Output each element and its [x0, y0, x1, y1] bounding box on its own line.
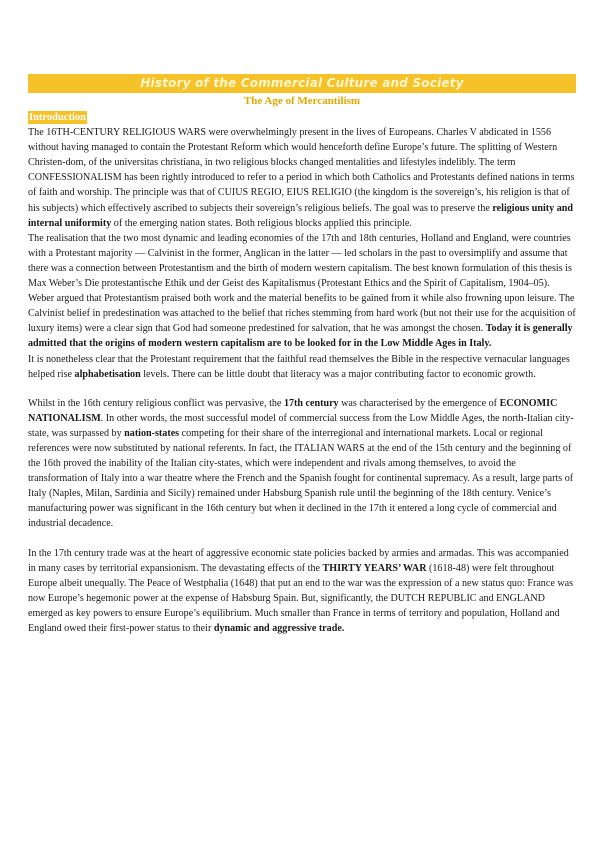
paragraph-5: Whilst in the 16th century religious conflict was pervasive, the 17th century was characterised by the emergence of ECONOMIC NATIONALISM. In other words, the most successful model of commercial success from the Low Middle Ages, the north-Italian city-state, was surpassed by nation-states competing for their share of the interregional and international markets. Local or regional references were now substituted by national referents. In fact, the ITALIAN WARS at the end of the 15th century and the beginning of the 16th proved the inability of the Italian city-states, which were independent and rivals among themselves, to avoid the transformation of Italy into a war theatre where the French and the Spanish fought for continental supremacy. As a result, large parts of Italy (Naples, Milan, Sardinia and Sicily) remained under Habsburg Spanish rule until the beginning of the 18th century. Venice’s manufacturing power was significant in the 16th century but when it declined in the 17th it entered a long cycle of commercial and industrial decadence. [28, 397, 574, 530]
section-label: Introduction [29, 112, 86, 123]
document-subtitle: The Age of Mercantilism [243, 95, 361, 107]
paragraph-2: The realisation that the two most dynamic and leading economies of the 17th and 18th centuries, Holland and England, were countries with a Protestant majority — Calvinist in the former, Anglican in the latter — led scholars in the past to oversimplify and assume that there was a connection between Protestantism and the birth of modern western capitalism. The best known formulation of this thesis is Max Weber’s Die protestantische Ethik und der Geist des Kapitalismus (Protestant Ethics and the Spirit of Capitalism, 1904–05). [28, 232, 572, 290]
paragraph-1: The 16TH-CENTURY RELIGIOUS WARS were overwhelmingly present in the lives of Europeans. Charles V abdicated in 1556 without having managed to contain the Protestant Reform which would henceforth define Europe’s future. The splitting of Western Christen-dom, of the universitas christiana, in two religious blocks changed mentalities and lifestyles indelibly. The term CONFESSIONALISM has been rightly introduced to refer to a period in which both Catholics and Protestants defined nations in terms of faith and worship. The principle was that of CUIUS REGIO, EIUS RELIGIO (the kingdom is the sovereign’s, his religion is that of his subjects) which effectively ascribed to subjects their sovereign’s religious beliefs. The goal was to preserve the religious unity and internal uniformity of the emerging nation states. Both religious blocks applied this principle. [28, 127, 575, 229]
paragraph-4: It is nonetheless clear that the Protestant requirement that the faithful read themselves the Bible in the respective vernacular languages helped rise alphabetisation levels. There can be little doubt that literacy was a major contributing factor to economic growth. [28, 353, 570, 380]
paragraph-6: In the 17th century trade was at the heart of aggressive economic state policies backed by armies and armadas. This was accompanied in many cases by territorial expansionism. The devastating effects of the THIRTY YEARS’ WAR (1618-48) were felt throughout Europe albeit unequally. The Peace of Westphalia (1648) that put an end to the war was the expression of a new status quo: France was now Europe’s hegemonic power at the expense of Habsburg Spain. But, significantly, the DUTCH REPUBLIC and ENGLAND emerged as key powers to ensure Europe’s equilibrium. Much smaller than France in terms of territory and population, Holland and England owed their first-power status to their dynamic and aggressive trade. [28, 547, 574, 634]
document-title: History of the Commercial Culture and Society [28, 74, 576, 93]
paragraph-3: Weber argued that Protestantism praised both work and the material benefits to be gained from it while also frowning upon leisure. The Calvinist belief in predestination was attached to the belief that riches stemming from hard work (but not their use for the acquisition of luxury items) were a clear sign that God had someone predestined for salvation, that he was amongst the chosen. Today it is generally admitted that the origins of modern western capitalism are to be looked for in the Low Middle Ages in Italy. [28, 293, 576, 350]
document-page [28, 74, 576, 636]
